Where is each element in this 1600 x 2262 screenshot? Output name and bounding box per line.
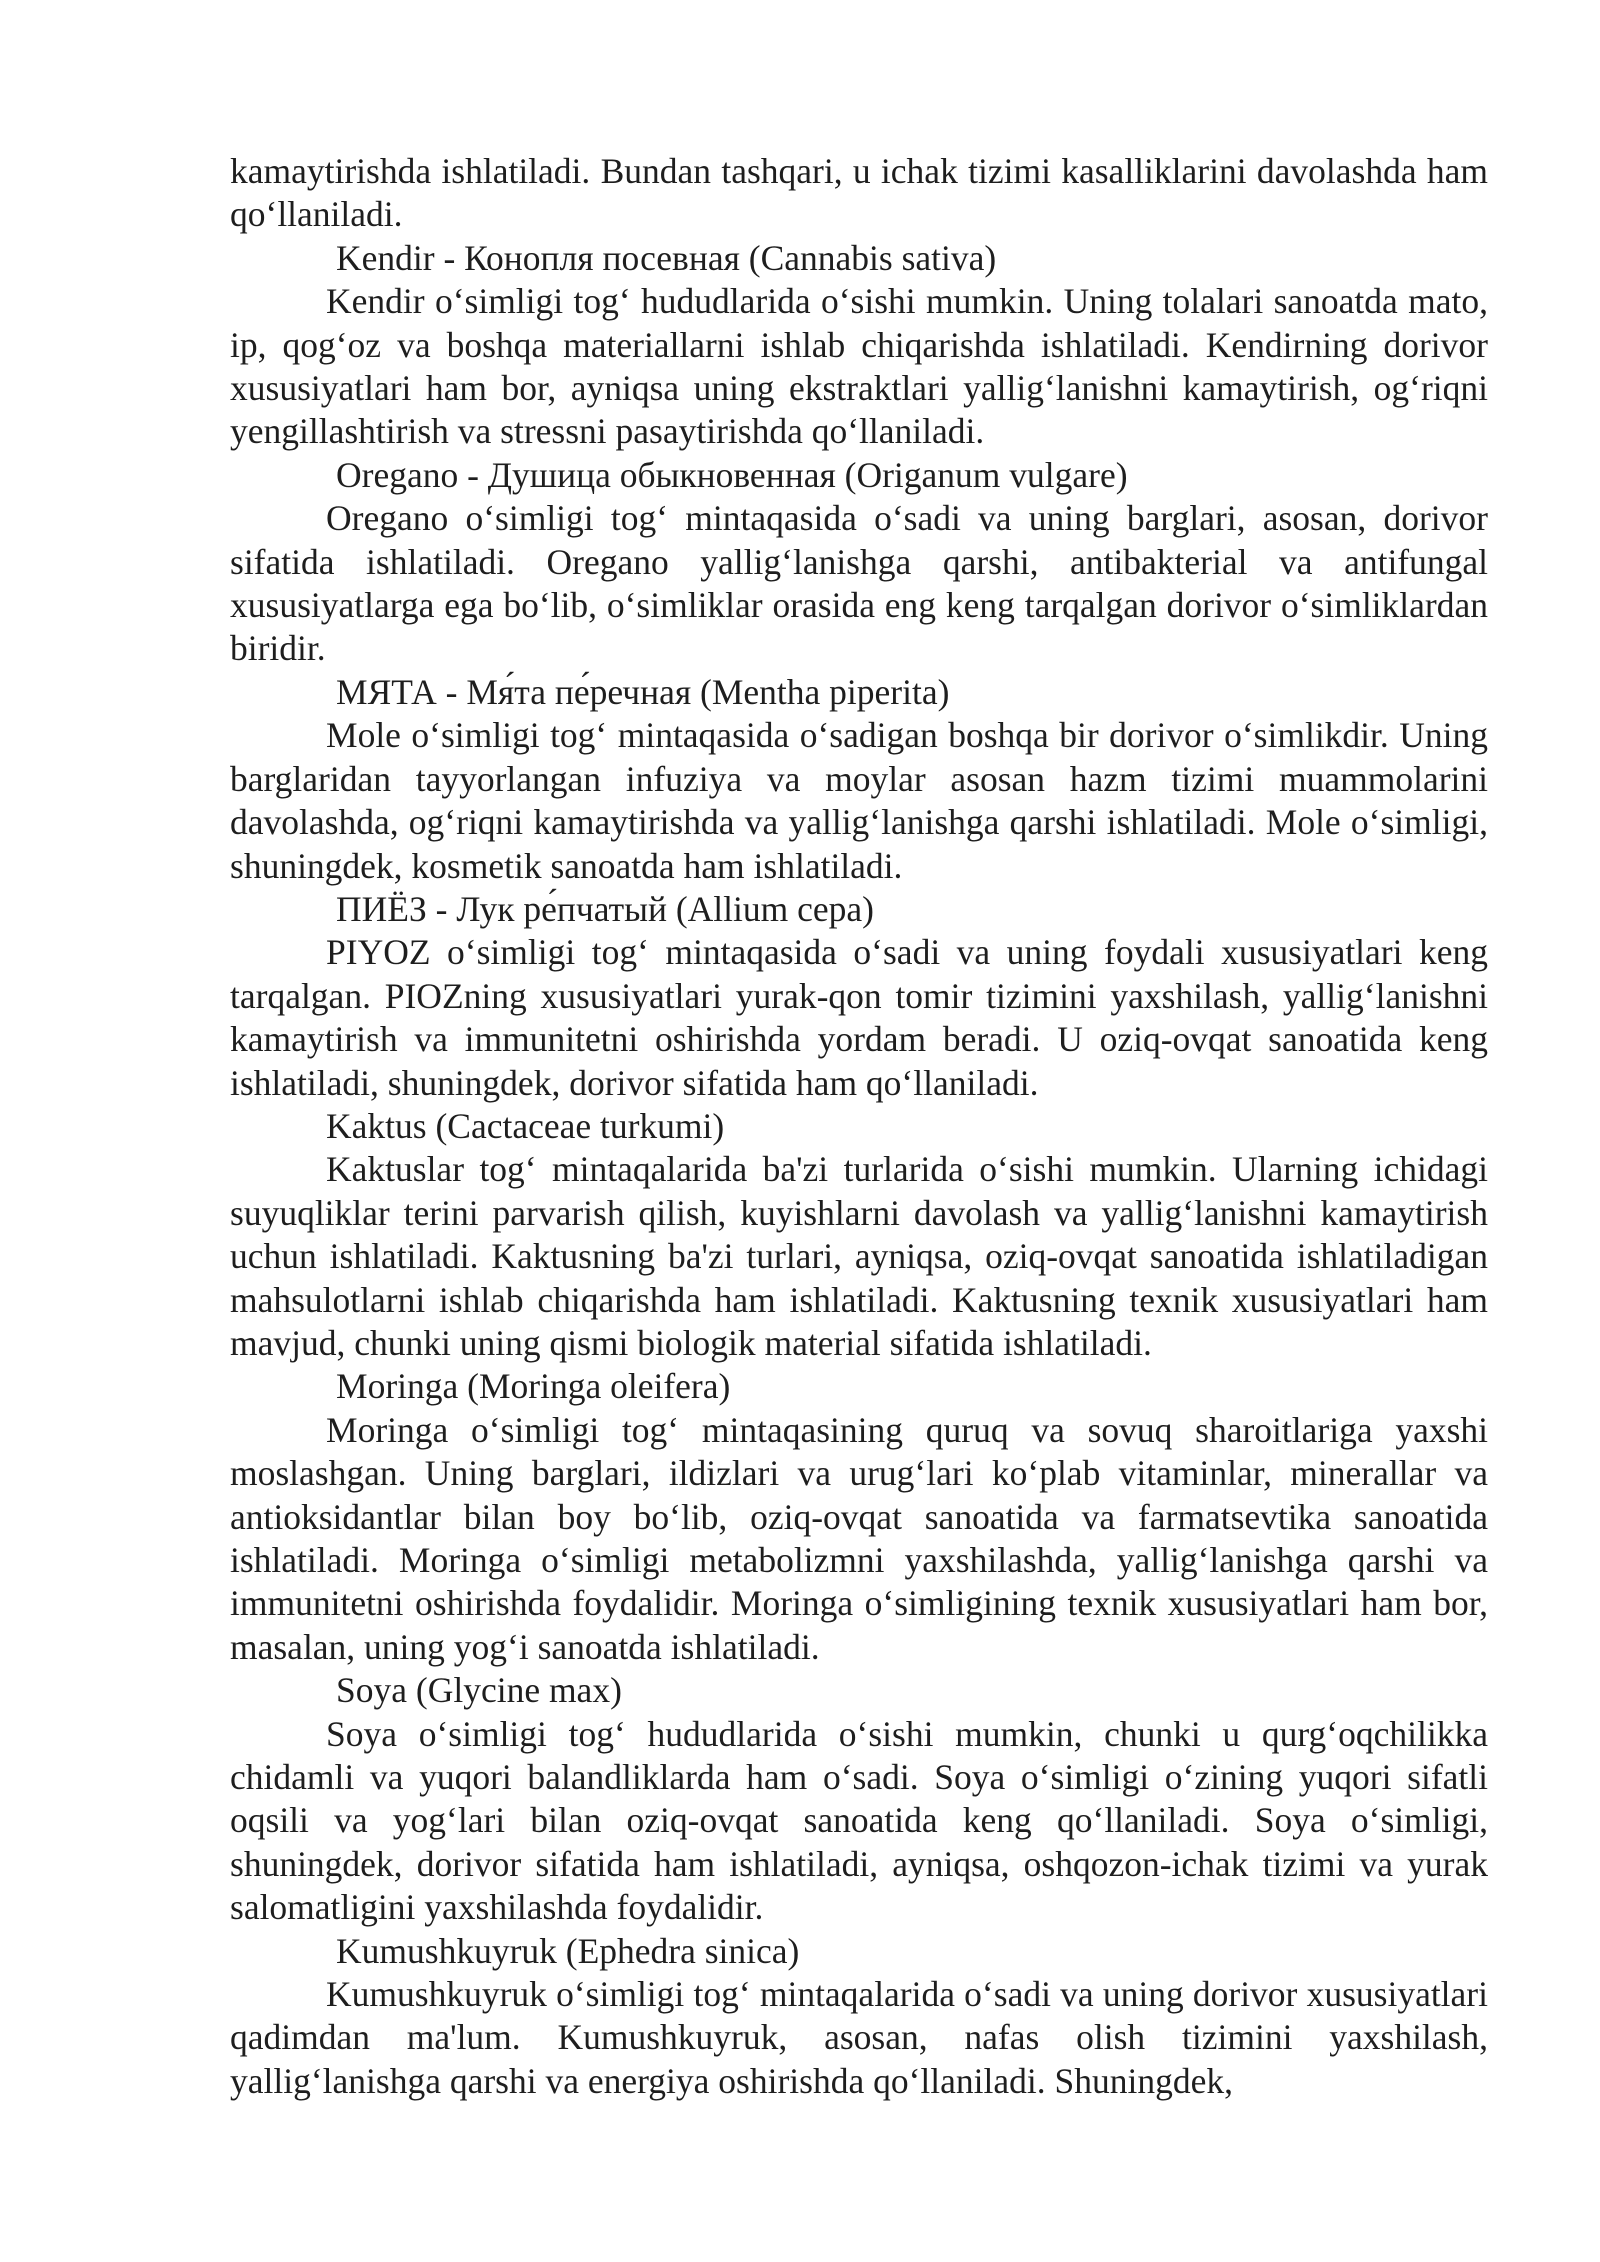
section-heading-moringa: Moringa (Moringa oleifera) [336,1366,731,1407]
section-heading-kumushkuyruk: Kumushkuyruk (Ephedra sinica) [336,1930,800,1971]
paragraph-kumushkuyruk: Kumushkuyruk o‘simligi tog‘ mintaqalarida o‘sadi va uning dorivor xususiyatlari qadimdan ma'lum. Kumushkuyruk, asosan, nafas olish tizimini yaxshilash, yallig‘lanishga qarshi va energiya oshirishda qo‘llaniladi. Shuningdek, [230,1974,1488,2101]
section-heading-soya: Soya (Glycine max) [336,1670,622,1711]
paragraph-myata: Mole o‘simligi tog‘ mintaqasida o‘sadigan boshqa bir dorivor o‘simlikdir. Uning barglaridan tayyorlangan infuziya va moylar asosan hazm tizimi muammolarini davolashda, og‘riqni kamaytirishda va yallig‘lanishga qarshi ishlatiladi. Mole o‘simligi, shuningdek, kosmetik sanoatda ham ishlatiladi. [230,715,1488,886]
section-heading-myata: МЯТА - Мя́та пе́речная (Mentha piperita) [336,671,950,712]
paragraph-piyoz: PIYOZ o‘simligi tog‘ mintaqasida o‘sadi va uning foydali xususiyatlari keng tarqalgan. PIOZning xususiyatlari yurak-qon tomir tizimini yaxshilash, yallig‘lanishni kamaytirish va immunitetni oshirishda yordam beradi. U oziq-ovqat sanoatida keng ishlatiladi, shuningdek, dorivor sifatida ham qo‘llaniladi. [230,932,1488,1103]
paragraph-kaktus: Kaktuslar tog‘ mintaqalarida ba'zi turlarida o‘sishi mumkin. Ularning ichidagi suyuqliklar terini parvarish qilish, kuyishlarni davolash va yallig‘lanishni kamaytirish uchun ishlatiladi. Kaktusning ba'zi turlari, ayniqsa, oziq-ovqat sanoatida ishlatiladigan mahsulotlarni ishlab chiqarishda ham ishlatiladi. Kaktusning texnik xususiyatlari ham mavjud, chunki uning qismi biologik material sifatida ishlatiladi. [230,1149,1488,1363]
section-heading-kendir: Kendir - Конопля посевная (Cannabis sativa) [336,237,997,278]
document-page [230,150,1488,2103]
section-heading-piyoz: ПИЁЗ - Лук ре́пчатый (Allium cepa) [336,888,874,929]
paragraph-soya: Soya o‘simligi tog‘ hududlarida o‘sishi mumkin, chunki u qurg‘oqchilikka chidamli va yuqori balandliklarda ham o‘sadi. Soya o‘simligi o‘zining yuqori sifatli oqsili va yog‘lari bilan oziq-ovqat sanoatida keng qo‘llaniladi. Soya o‘simligi, shuningdek, dorivor sifatida ham ishlatiladi, ayniqsa, oshqozon-ichak tizimi va yurak salomatligini yaxshilashda foydalidir. [230,1713,1488,1928]
paragraph-continued: kamaytirishda ishlatiladi. Bundan tashqari, u ichak tizimi kasalliklarini davolashda ham qo‘llaniladi. [230,151,1488,235]
paragraph-oregano: Oregano o‘simligi tog‘ mintaqasida o‘sadi va uning barglari, asosan, dorivor sifatida ishlatiladi. Oregano yallig‘lanishga qarshi, antibakterial va antifungal xususiyatlarga ega bo‘lib, o‘simliklar orasida eng keng tarqalgan dorivor o‘simliklardan biridir. [230,498,1488,669]
paragraph-moringa: Moringa o‘simligi tog‘ mintaqasining quruq va sovuq sharoitlariga yaxshi moslashgan. Uning barglari, ildizlari va urug‘lari ko‘plab vitaminlar, minerallar va antioksidantlar bilan boy bo‘lib, oziq-ovqat sanoatida va farmatsevtika sanoatida ishlatiladi. Moringa o‘simligi metabolizmni yaxshilashda, yallig‘lanishga qarshi va immunitetni oshirishda foydalidir. Moringa o‘simligining texnik xususiyatlari ham bor, masalan, uning yog‘i sanoatda ishlatiladi. [230,1409,1488,1667]
section-heading-oregano: Oregano - Душица обыкновенная (Origanum vulgare) [336,454,1128,495]
paragraph-kendir: Kendir o‘simligi tog‘ hududlarida o‘sishi mumkin. Uning tolalari sanoatda mato, ip, qog‘oz va boshqa materiallarni ishlab chiqarishda ishlatiladi. Kendirning dorivor xususiyatlari ham bor, ayniqsa uning ekstraktlari yallig‘lanishni kamaytirish, og‘riqni yengillashtirish va stressni pasaytirishda qo‘llaniladi. [230,281,1488,452]
section-heading-kaktus: Kaktus (Cactaceae turkumi) [326,1105,725,1146]
